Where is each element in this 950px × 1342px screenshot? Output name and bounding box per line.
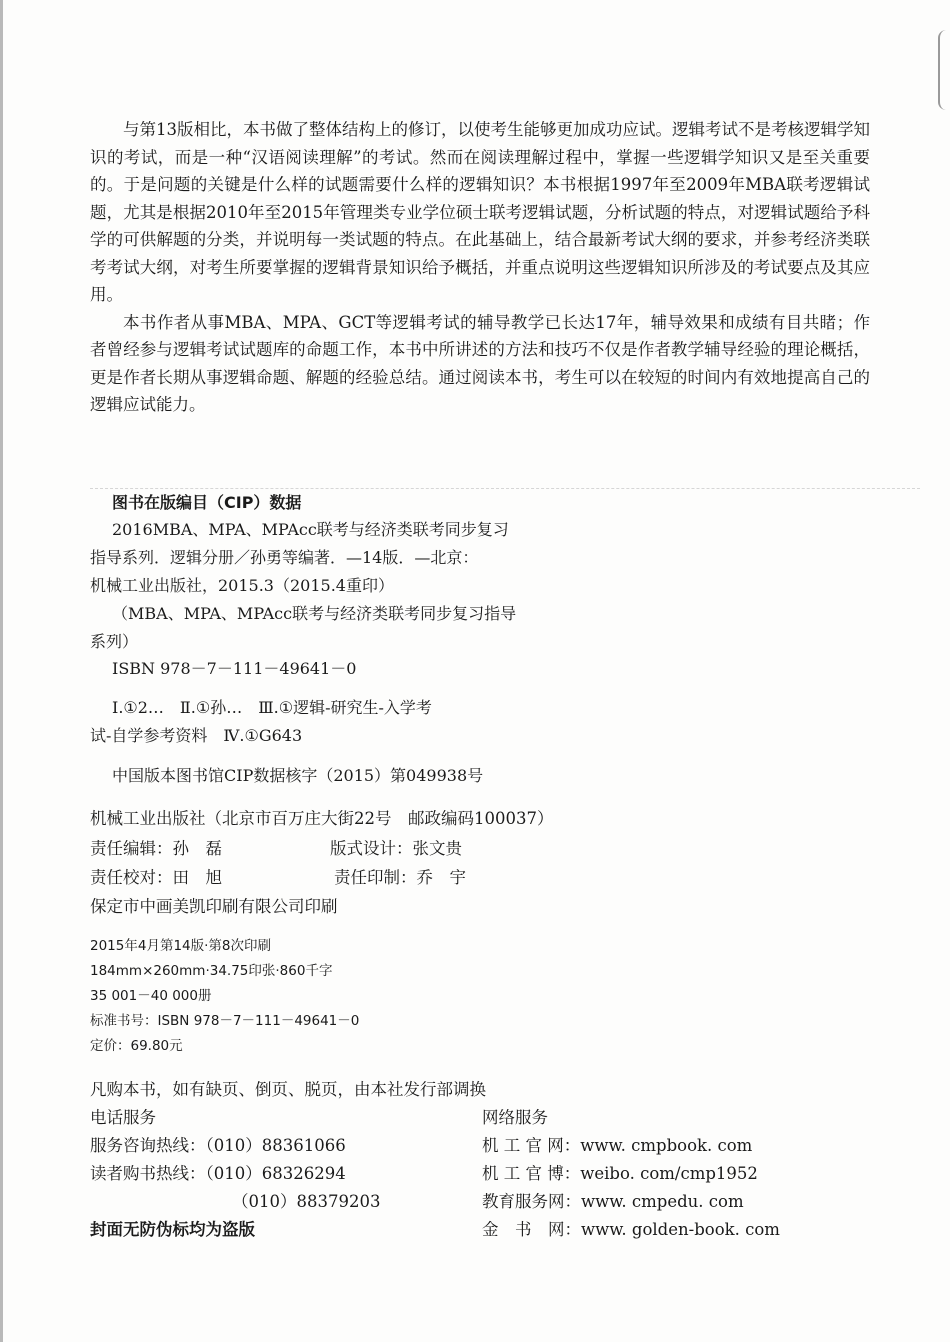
role-editor: 责任编辑：孙 磊 [90, 839, 222, 858]
web-link: 教育服务网：www. cmpedu. com [482, 1192, 744, 1211]
phone-hotline: 读者购书热线：（010）68326294 [90, 1164, 346, 1183]
cip-classification: 试-自学参考资料 Ⅳ.①G643 [90, 726, 303, 745]
cip-classification: Ⅰ.①2… Ⅱ.①孙… Ⅲ.①逻辑-研究生-入学考 [112, 698, 432, 717]
format-line: 184mm×260mm·34.75印张·860千字 [90, 963, 333, 979]
phone-hotline: 服务咨询热线：（010）88361066 [90, 1136, 346, 1155]
role-proofreader: 责任校对：田 旭 [90, 868, 222, 887]
book-introduction [90, 116, 870, 419]
scan-left-edge [0, 0, 3, 1342]
cip-line: （MBA、MPA、MPAcc联考与经济类联考同步复习指导 [112, 604, 517, 623]
edition-line: 2015年4月第14版·第8次印刷 [90, 938, 272, 954]
web-service-heading: 网络服务 [482, 1108, 548, 1127]
cip-isbn: ISBN 978－7－111－49641－0 [112, 659, 357, 678]
role-print-supervisor: 责任印制：乔 宇 [334, 868, 466, 887]
intro-paragraph-2: 本书作者从事MBA、MPA、GCT等逻辑考试的辅导教学已长达17年，辅导效果和成绩有目共睹；作者曾经参与逻辑考试试题库的命题工作，本书中所讲述的方法和技巧不仅是作者教学辅导经验的理论概括，更是作者长期从事逻辑命题、解题的经验总结。通过阅读本书，考生可以在较短的时间内有效地提高自己的逻辑应试能力。 [90, 312, 870, 414]
printer-name: 保定市中画美凯印刷有限公司印刷 [90, 897, 338, 916]
anti-piracy-notice: 封面无防伪标均为盗版 [90, 1220, 255, 1239]
web-link: 金 书 网：www. golden-book. com [482, 1220, 780, 1239]
web-link: 机 工 官 网：www. cmpbook. com [482, 1136, 753, 1155]
isbn-line: 标准书号：ISBN 978－7－111－49641－0 [90, 1013, 360, 1029]
cip-record-number: 中国版本图书馆CIP数据核字（2015）第049938号 [112, 766, 484, 785]
publisher-address: 机械工业出版社（北京市百万庄大街22号 邮政编码100037） [90, 809, 554, 828]
web-link: 机 工 官 博：weibo. com/cmp1952 [482, 1164, 758, 1183]
cip-line: 机械工业出版社，2015.3（2015.4重印） [90, 576, 394, 595]
price-line: 定价：69.80元 [90, 1038, 183, 1054]
cip-line: 2016MBA、MPA、MPAcc联考与经济类联考同步复习 [112, 520, 509, 539]
section-divider [90, 488, 920, 489]
role-layout-design: 版式设计：张文贵 [330, 839, 462, 858]
scan-right-edge [938, 30, 946, 110]
phone-service-heading: 电话服务 [90, 1108, 156, 1127]
phone-hotline: （010）88379203 [232, 1192, 381, 1211]
cip-line: 系列） [90, 632, 139, 651]
intro-paragraph-1: 与第13版相比，本书做了整体结构上的修订，以使考生能够更加成功应试。逻辑考试不是考核逻辑学知识的考试，而是一种“汉语阅读理解”的考试。然而在阅读理解过程中，掌握一些逻辑学知识又是至关重要的。于是问题的关键是什么样的试题需要什么样的逻辑知识？本书根据1997年至2009年MBA联考逻辑试题，尤其是根据2010年至2015年管理类专业学位硕士联考逻辑试题，分析试题的特点，对逻辑试题给予科学的可供解题的分类，并说明每一类试题的特点。在此基础上，结合最新考试大纲的要求，并参考经济类联考考试大纲，对考生所要掌握的逻辑背景知识给予概括，并重点说明这些逻辑知识所涉及的考试要点及其应用。 [90, 120, 870, 304]
cip-line: 指导系列．逻辑分册／孙勇等编著．—14版．—北京： [90, 548, 479, 567]
print-run-line: 35 001－40 000册 [90, 988, 212, 1004]
cip-title: 图书在版编目（CIP）数据 [112, 493, 302, 512]
return-notice: 凡购本书，如有缺页、倒页、脱页，由本社发行部调换 [90, 1080, 486, 1099]
